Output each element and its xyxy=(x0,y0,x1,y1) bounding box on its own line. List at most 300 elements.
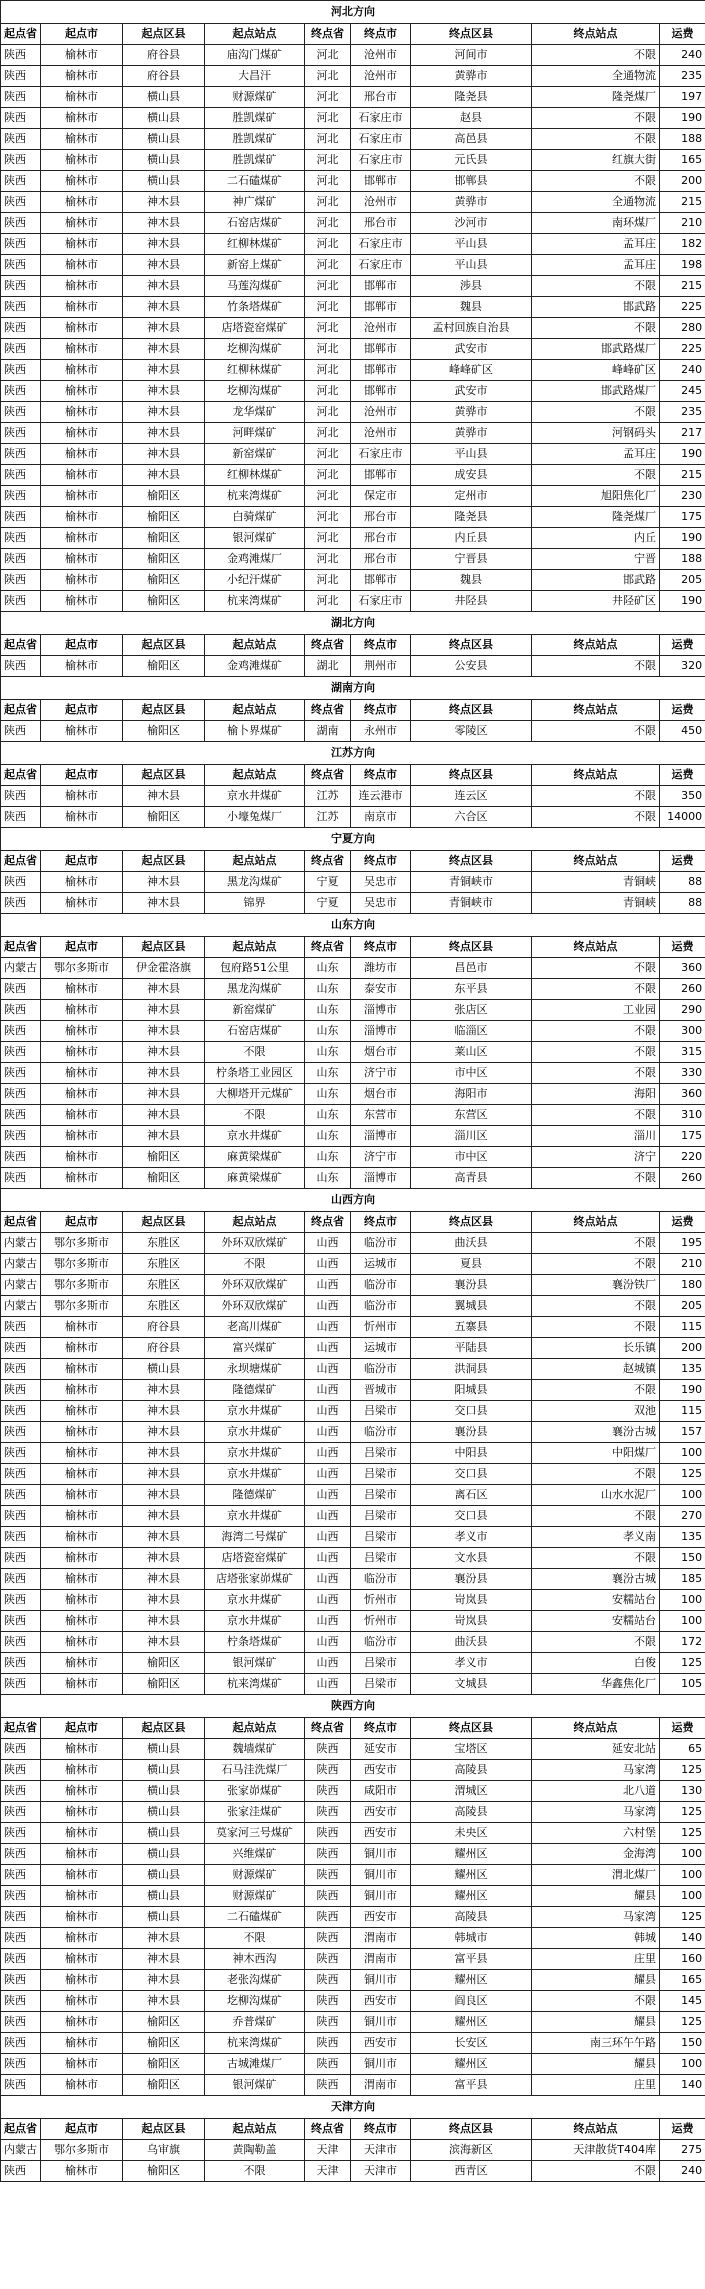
table-cell: 武安市 xyxy=(411,339,532,360)
table-cell: 河北 xyxy=(305,45,351,66)
table-cell: 西安市 xyxy=(351,1802,411,1823)
table-cell: 不限 xyxy=(532,786,660,807)
section-title xyxy=(1,2096,705,2119)
table-row xyxy=(1,2012,705,2033)
table-cell: 青铜峡 xyxy=(532,872,660,893)
table-cell: 淄博市 xyxy=(351,1021,411,1042)
section-title xyxy=(1,1,705,24)
table-row xyxy=(1,2161,705,2182)
table-cell: 陕西 xyxy=(1,297,41,318)
table-cell: 陕西 xyxy=(1,1844,41,1865)
table-row xyxy=(1,591,705,612)
table-row xyxy=(1,1527,705,1548)
table-cell: 榆林市 xyxy=(41,656,123,677)
column-header: 起点站点 xyxy=(205,765,305,786)
table-cell: 孟耳庄 xyxy=(532,444,660,465)
table-cell: 东营市 xyxy=(351,1105,411,1126)
table-cell: 榆林市 xyxy=(41,1317,123,1338)
table-cell: 陕西 xyxy=(1,192,41,213)
table-cell: 海阳市 xyxy=(411,1084,532,1105)
table-cell: 麻黄梁煤矿 xyxy=(205,1147,305,1168)
column-header: 终点市 xyxy=(351,851,411,872)
column-header: 运费 xyxy=(660,851,705,872)
table-cell: 铜川市 xyxy=(351,2054,411,2075)
table-cell: 榆林市 xyxy=(41,1168,123,1189)
table-cell: 神木县 xyxy=(123,318,205,339)
table-cell: 河北 xyxy=(305,591,351,612)
table-cell: 邯郸市 xyxy=(351,339,411,360)
table-cell: 龙华煤矿 xyxy=(205,402,305,423)
table-cell: 神木县 xyxy=(123,1443,205,1464)
table-cell: 锦界 xyxy=(205,893,305,914)
table-cell: 神木县 xyxy=(123,1527,205,1548)
table-cell: 西青区 xyxy=(411,2161,532,2182)
table-cell: 赵城镇 xyxy=(532,1359,660,1380)
table-cell: 白俊 xyxy=(532,1653,660,1674)
table-cell: 榆阳区 xyxy=(123,2012,205,2033)
table-row xyxy=(1,1147,705,1168)
table-row xyxy=(1,381,705,402)
table-cell: 榆林市 xyxy=(41,786,123,807)
table-cell: 135 xyxy=(660,1527,705,1548)
table-cell: 天津 xyxy=(305,2161,351,2182)
table-cell: 205 xyxy=(660,1296,705,1317)
table-cell: 陕西 xyxy=(1,66,41,87)
table-cell: 全通物流 xyxy=(532,66,660,87)
table-row xyxy=(1,1338,705,1359)
table-cell: 不限 xyxy=(532,1021,660,1042)
table-row xyxy=(1,486,705,507)
table-cell: 神木县 xyxy=(123,1949,205,1970)
table-cell: 黄陶勒盖 xyxy=(205,2140,305,2161)
table-cell: 邢台市 xyxy=(351,549,411,570)
table-cell: 神木县 xyxy=(123,1506,205,1527)
table-cell: 河北 xyxy=(305,360,351,381)
table-cell: 榆阳区 xyxy=(123,549,205,570)
table-cell: 耀州区 xyxy=(411,2012,532,2033)
table-cell: 襄汾古城 xyxy=(532,1569,660,1590)
column-header: 终点区县 xyxy=(411,1212,532,1233)
table-cell: 榆林市 xyxy=(41,1865,123,1886)
table-cell: 鄂尔多斯市 xyxy=(41,2140,123,2161)
table-cell: 河北 xyxy=(305,108,351,129)
section-title-text: 河北方向 xyxy=(1,1,705,24)
table-cell: 莱山区 xyxy=(411,1042,532,1063)
table-cell: 河北 xyxy=(305,423,351,444)
column-header: 起点省 xyxy=(1,2119,41,2140)
table-cell: 神木县 xyxy=(123,1970,205,1991)
column-header: 起点省 xyxy=(1,24,41,45)
table-cell: 榆林市 xyxy=(41,171,123,192)
table-cell: 渭南市 xyxy=(351,2075,411,2096)
table-row xyxy=(1,1254,705,1275)
table-cell: 陕西 xyxy=(1,1063,41,1084)
table-cell: 吕梁市 xyxy=(351,1674,411,1695)
table-cell: 陕西 xyxy=(305,1781,351,1802)
table-cell: 山东 xyxy=(305,1126,351,1147)
table-cell: 陕西 xyxy=(1,807,41,828)
table-cell: 隆尧县 xyxy=(411,507,532,528)
table-cell: 翼城县 xyxy=(411,1296,532,1317)
table-cell: 陕西 xyxy=(1,1485,41,1506)
table-row xyxy=(1,423,705,444)
table-cell: 石家庄市 xyxy=(351,255,411,276)
table-cell: 乔普煤矿 xyxy=(205,2012,305,2033)
table-cell: 中阳县 xyxy=(411,1443,532,1464)
table-cell: 陕西 xyxy=(1,1000,41,1021)
table-cell: 华鑫焦化厂 xyxy=(532,1674,660,1695)
table-cell: 陕西 xyxy=(1,360,41,381)
table-cell: 220 xyxy=(660,1147,705,1168)
column-header: 起点市 xyxy=(41,24,123,45)
table-cell: 山水水泥厂 xyxy=(532,1485,660,1506)
table-row xyxy=(1,402,705,423)
table-cell: 京水井煤矿 xyxy=(205,1443,305,1464)
table-cell: 陕西 xyxy=(1,150,41,171)
table-cell: 东胜区 xyxy=(123,1296,205,1317)
table-cell: 天津市 xyxy=(351,2161,411,2182)
table-cell: 陕西 xyxy=(1,570,41,591)
table-cell: 京水井煤矿 xyxy=(205,1590,305,1611)
table-cell: 榆林市 xyxy=(41,1527,123,1548)
column-header: 终点区县 xyxy=(411,635,532,656)
table-cell: 榆林市 xyxy=(41,213,123,234)
table-row xyxy=(1,1443,705,1464)
table-cell: 陕西 xyxy=(305,1928,351,1949)
table-cell: 神木县 xyxy=(123,1105,205,1126)
table-cell: 山西 xyxy=(305,1338,351,1359)
table-cell: 157 xyxy=(660,1422,705,1443)
column-header: 终点站点 xyxy=(532,700,660,721)
table-row xyxy=(1,1105,705,1126)
table-cell: 陕西 xyxy=(1,872,41,893)
table-cell: 榆林市 xyxy=(41,1907,123,1928)
table-cell: 杭来湾煤矿 xyxy=(205,591,305,612)
column-header: 起点市 xyxy=(41,700,123,721)
table-row xyxy=(1,1042,705,1063)
table-cell: 横山县 xyxy=(123,1802,205,1823)
table-cell: 柠条塔煤矿 xyxy=(205,1632,305,1653)
table-cell: 海湾二号煤矿 xyxy=(205,1527,305,1548)
table-cell: 邢台市 xyxy=(351,87,411,108)
table-cell: 耀县 xyxy=(532,1970,660,1991)
column-header: 起点区县 xyxy=(123,24,205,45)
column-header: 运费 xyxy=(660,635,705,656)
table-cell: 235 xyxy=(660,66,705,87)
table-cell: 黄骅市 xyxy=(411,402,532,423)
table-cell: 榆林市 xyxy=(41,1105,123,1126)
table-cell: 榆林市 xyxy=(41,1653,123,1674)
section-title xyxy=(1,677,705,700)
column-header: 起点市 xyxy=(41,1212,123,1233)
table-cell: 邯郸市 xyxy=(351,360,411,381)
table-cell: 交口县 xyxy=(411,1506,532,1527)
table-cell: 黄骅市 xyxy=(411,423,532,444)
table-cell: 六村堡 xyxy=(532,1823,660,1844)
table-cell: 山西 xyxy=(305,1380,351,1401)
table-cell: 内蒙古 xyxy=(1,1254,41,1275)
table-cell: 不限 xyxy=(532,276,660,297)
table-cell: 金鸡滩煤厂 xyxy=(205,549,305,570)
table-cell: 225 xyxy=(660,339,705,360)
table-cell: 二石磕煤矿 xyxy=(205,1907,305,1928)
table-cell: 225 xyxy=(660,297,705,318)
table-cell: 陕西 xyxy=(1,381,41,402)
table-cell: 横山县 xyxy=(123,1739,205,1760)
table-cell: 市中区 xyxy=(411,1147,532,1168)
table-cell: 河北 xyxy=(305,528,351,549)
table-row xyxy=(1,1464,705,1485)
table-cell: 铜川市 xyxy=(351,1865,411,1886)
table-cell: 红柳林煤矿 xyxy=(205,465,305,486)
table-cell: 京水井煤矿 xyxy=(205,1506,305,1527)
table-cell: 神木县 xyxy=(123,872,205,893)
table-cell: 杭来湾煤矿 xyxy=(205,2033,305,2054)
table-cell: 榆阳区 xyxy=(123,721,205,742)
column-header: 起点站点 xyxy=(205,635,305,656)
table-row xyxy=(1,1907,705,1928)
table-row xyxy=(1,528,705,549)
header-row xyxy=(1,700,705,721)
table-cell: 榆阳区 xyxy=(123,570,205,591)
table-cell: 横山县 xyxy=(123,129,205,150)
table-cell: 天津 xyxy=(305,2140,351,2161)
table-cell: 235 xyxy=(660,402,705,423)
table-cell: 榆林市 xyxy=(41,1674,123,1695)
table-cell: 260 xyxy=(660,979,705,1000)
column-header: 终点区县 xyxy=(411,700,532,721)
table-cell: 215 xyxy=(660,192,705,213)
table-cell: 135 xyxy=(660,1359,705,1380)
table-cell: 不限 xyxy=(532,318,660,339)
table-cell: 陕西 xyxy=(1,656,41,677)
table-cell: 红柳林煤矿 xyxy=(205,234,305,255)
table-cell: 125 xyxy=(660,1760,705,1781)
table-cell: 陕西 xyxy=(1,2161,41,2182)
table-cell: 榆阳区 xyxy=(123,486,205,507)
table-cell: 陕西 xyxy=(1,45,41,66)
section-title xyxy=(1,1695,705,1718)
section-title xyxy=(1,828,705,851)
table-cell: 邯武路煤厂 xyxy=(532,381,660,402)
table-cell: 内丘县 xyxy=(411,528,532,549)
column-header: 终点市 xyxy=(351,765,411,786)
table-cell: 150 xyxy=(660,1548,705,1569)
table-cell: 江苏 xyxy=(305,786,351,807)
table-cell: 榆林市 xyxy=(41,2054,123,2075)
table-cell: 175 xyxy=(660,1126,705,1147)
table-cell: 店塔瓷窑煤矿 xyxy=(205,318,305,339)
section-title xyxy=(1,742,705,765)
table-row xyxy=(1,1275,705,1296)
table-cell: 165 xyxy=(660,1970,705,1991)
table-cell: 神木县 xyxy=(123,423,205,444)
table-cell: 江苏 xyxy=(305,807,351,828)
table-cell: 孝义市 xyxy=(411,1653,532,1674)
table-cell: 310 xyxy=(660,1105,705,1126)
table-cell: 交口县 xyxy=(411,1464,532,1485)
table-row xyxy=(1,1674,705,1695)
table-cell: 西安市 xyxy=(351,1991,411,2012)
table-cell: 延安市 xyxy=(351,1739,411,1760)
table-cell: 兴维煤矿 xyxy=(205,1844,305,1865)
table-cell: 不限 xyxy=(205,1928,305,1949)
table-cell: 内蒙古 xyxy=(1,2140,41,2161)
table-cell: 神木县 xyxy=(123,276,205,297)
table-cell: 未央区 xyxy=(411,1823,532,1844)
table-cell: 125 xyxy=(660,1823,705,1844)
table-cell: 河北 xyxy=(305,507,351,528)
table-cell: 190 xyxy=(660,444,705,465)
table-cell: 榆林市 xyxy=(41,1611,123,1632)
table-cell: 河北 xyxy=(305,486,351,507)
table-cell: 青铜峡市 xyxy=(411,893,532,914)
table-cell: 黄骅市 xyxy=(411,192,532,213)
table-cell: 陕西 xyxy=(1,1021,41,1042)
table-cell: 京水井煤矿 xyxy=(205,1464,305,1485)
table-cell: 不限 xyxy=(532,1042,660,1063)
table-cell: 不限 xyxy=(532,1168,660,1189)
table-cell: 邯郸市 xyxy=(351,276,411,297)
table-row xyxy=(1,570,705,591)
table-cell: 西安市 xyxy=(351,1907,411,1928)
table-cell: 神木县 xyxy=(123,255,205,276)
table-cell: 潍坊市 xyxy=(351,958,411,979)
table-cell: 陕西 xyxy=(1,255,41,276)
column-header: 终点区县 xyxy=(411,851,532,872)
table-cell: 115 xyxy=(660,1317,705,1338)
table-cell: 陕西 xyxy=(1,213,41,234)
table-row xyxy=(1,721,705,742)
table-cell: 黑龙沟煤矿 xyxy=(205,872,305,893)
table-cell: 吕梁市 xyxy=(351,1401,411,1422)
table-cell: 陕西 xyxy=(305,1802,351,1823)
table-row xyxy=(1,1823,705,1844)
column-header: 终点省 xyxy=(305,851,351,872)
table-cell: 140 xyxy=(660,1928,705,1949)
table-row xyxy=(1,129,705,150)
table-cell: 山东 xyxy=(305,1063,351,1084)
table-row xyxy=(1,1063,705,1084)
table-cell: 不限 xyxy=(532,656,660,677)
table-cell: 隆尧县 xyxy=(411,87,532,108)
table-cell: 横山县 xyxy=(123,108,205,129)
table-cell: 渭南市 xyxy=(351,1949,411,1970)
table-cell: 榆林市 xyxy=(41,1147,123,1168)
table-cell: 定州市 xyxy=(411,486,532,507)
table-cell: 陕西 xyxy=(305,1991,351,2012)
table-cell: 榆林市 xyxy=(41,1739,123,1760)
column-header: 运费 xyxy=(660,765,705,786)
table-row xyxy=(1,465,705,486)
table-cell: 韩城 xyxy=(532,1928,660,1949)
column-header: 起点站点 xyxy=(205,2119,305,2140)
table-row xyxy=(1,1760,705,1781)
column-header: 终点省 xyxy=(305,2119,351,2140)
table-cell: 榆林市 xyxy=(41,150,123,171)
table-cell: 榆林市 xyxy=(41,1569,123,1590)
table-cell: 神木县 xyxy=(123,979,205,1000)
table-cell: 魏墙煤矿 xyxy=(205,1739,305,1760)
table-cell: 320 xyxy=(660,656,705,677)
table-cell: 大昌汗 xyxy=(205,66,305,87)
table-cell: 陕西 xyxy=(1,1359,41,1380)
table-cell: 榆林市 xyxy=(41,1548,123,1569)
table-cell: 陕西 xyxy=(1,1907,41,1928)
table-cell: 300 xyxy=(660,1021,705,1042)
table-cell: 铜川市 xyxy=(351,1844,411,1865)
table-cell: 陕西 xyxy=(1,1464,41,1485)
table-row xyxy=(1,360,705,381)
table-cell: 南京市 xyxy=(351,807,411,828)
column-header: 起点省 xyxy=(1,700,41,721)
table-cell: 金鸡滩煤矿 xyxy=(205,656,305,677)
table-cell: 耀县 xyxy=(532,2012,660,2033)
column-header: 终点站点 xyxy=(532,2119,660,2140)
table-cell: 陕西 xyxy=(1,1611,41,1632)
table-cell: 陕西 xyxy=(1,1569,41,1590)
table-cell: 130 xyxy=(660,1781,705,1802)
table-cell: 190 xyxy=(660,108,705,129)
table-cell: 曲沃县 xyxy=(411,1632,532,1653)
table-cell: 榆林市 xyxy=(41,528,123,549)
column-header: 起点省 xyxy=(1,1718,41,1739)
table-cell: 旭阳焦化厂 xyxy=(532,486,660,507)
table-cell: 198 xyxy=(660,255,705,276)
table-cell: 陕西 xyxy=(1,1802,41,1823)
table-cell: 石家庄市 xyxy=(351,129,411,150)
table-row xyxy=(1,807,705,828)
table-row xyxy=(1,1485,705,1506)
column-header: 起点站点 xyxy=(205,700,305,721)
table-cell: 100 xyxy=(660,1865,705,1886)
table-cell: 215 xyxy=(660,465,705,486)
table-cell: 不限 xyxy=(532,465,660,486)
table-cell: 陕西 xyxy=(1,1991,41,2012)
table-cell: 海阳 xyxy=(532,1084,660,1105)
table-cell: 榆林市 xyxy=(41,108,123,129)
table-cell: 河北 xyxy=(305,213,351,234)
column-header: 起点站点 xyxy=(205,24,305,45)
table-row xyxy=(1,2075,705,2096)
table-row xyxy=(1,66,705,87)
table-cell: 孟耳庄 xyxy=(532,255,660,276)
table-cell: 山东 xyxy=(305,979,351,1000)
table-cell: 横山县 xyxy=(123,1823,205,1844)
table-cell: 榆林市 xyxy=(41,1042,123,1063)
table-cell: 山西 xyxy=(305,1464,351,1485)
table-cell: 孟耳庄 xyxy=(532,234,660,255)
table-cell: 吕梁市 xyxy=(351,1506,411,1527)
table-cell: 渭北煤厂 xyxy=(532,1865,660,1886)
table-row xyxy=(1,1802,705,1823)
table-cell: 邯武路煤厂 xyxy=(532,339,660,360)
table-cell: 河北 xyxy=(305,276,351,297)
table-cell: 不限 xyxy=(532,1233,660,1254)
table-cell: 延安北站 xyxy=(532,1739,660,1760)
table-row xyxy=(1,171,705,192)
table-cell: 240 xyxy=(660,360,705,381)
table-cell: 神木西沟 xyxy=(205,1949,305,1970)
table-cell: 工业园 xyxy=(532,1000,660,1021)
table-cell: 沧州市 xyxy=(351,423,411,444)
column-header: 起点区县 xyxy=(123,851,205,872)
table-cell: 山东 xyxy=(305,958,351,979)
table-cell: 鄂尔多斯市 xyxy=(41,1275,123,1296)
column-header: 终点区县 xyxy=(411,1718,532,1739)
table-cell: 张店区 xyxy=(411,1000,532,1021)
table-row xyxy=(1,1000,705,1021)
